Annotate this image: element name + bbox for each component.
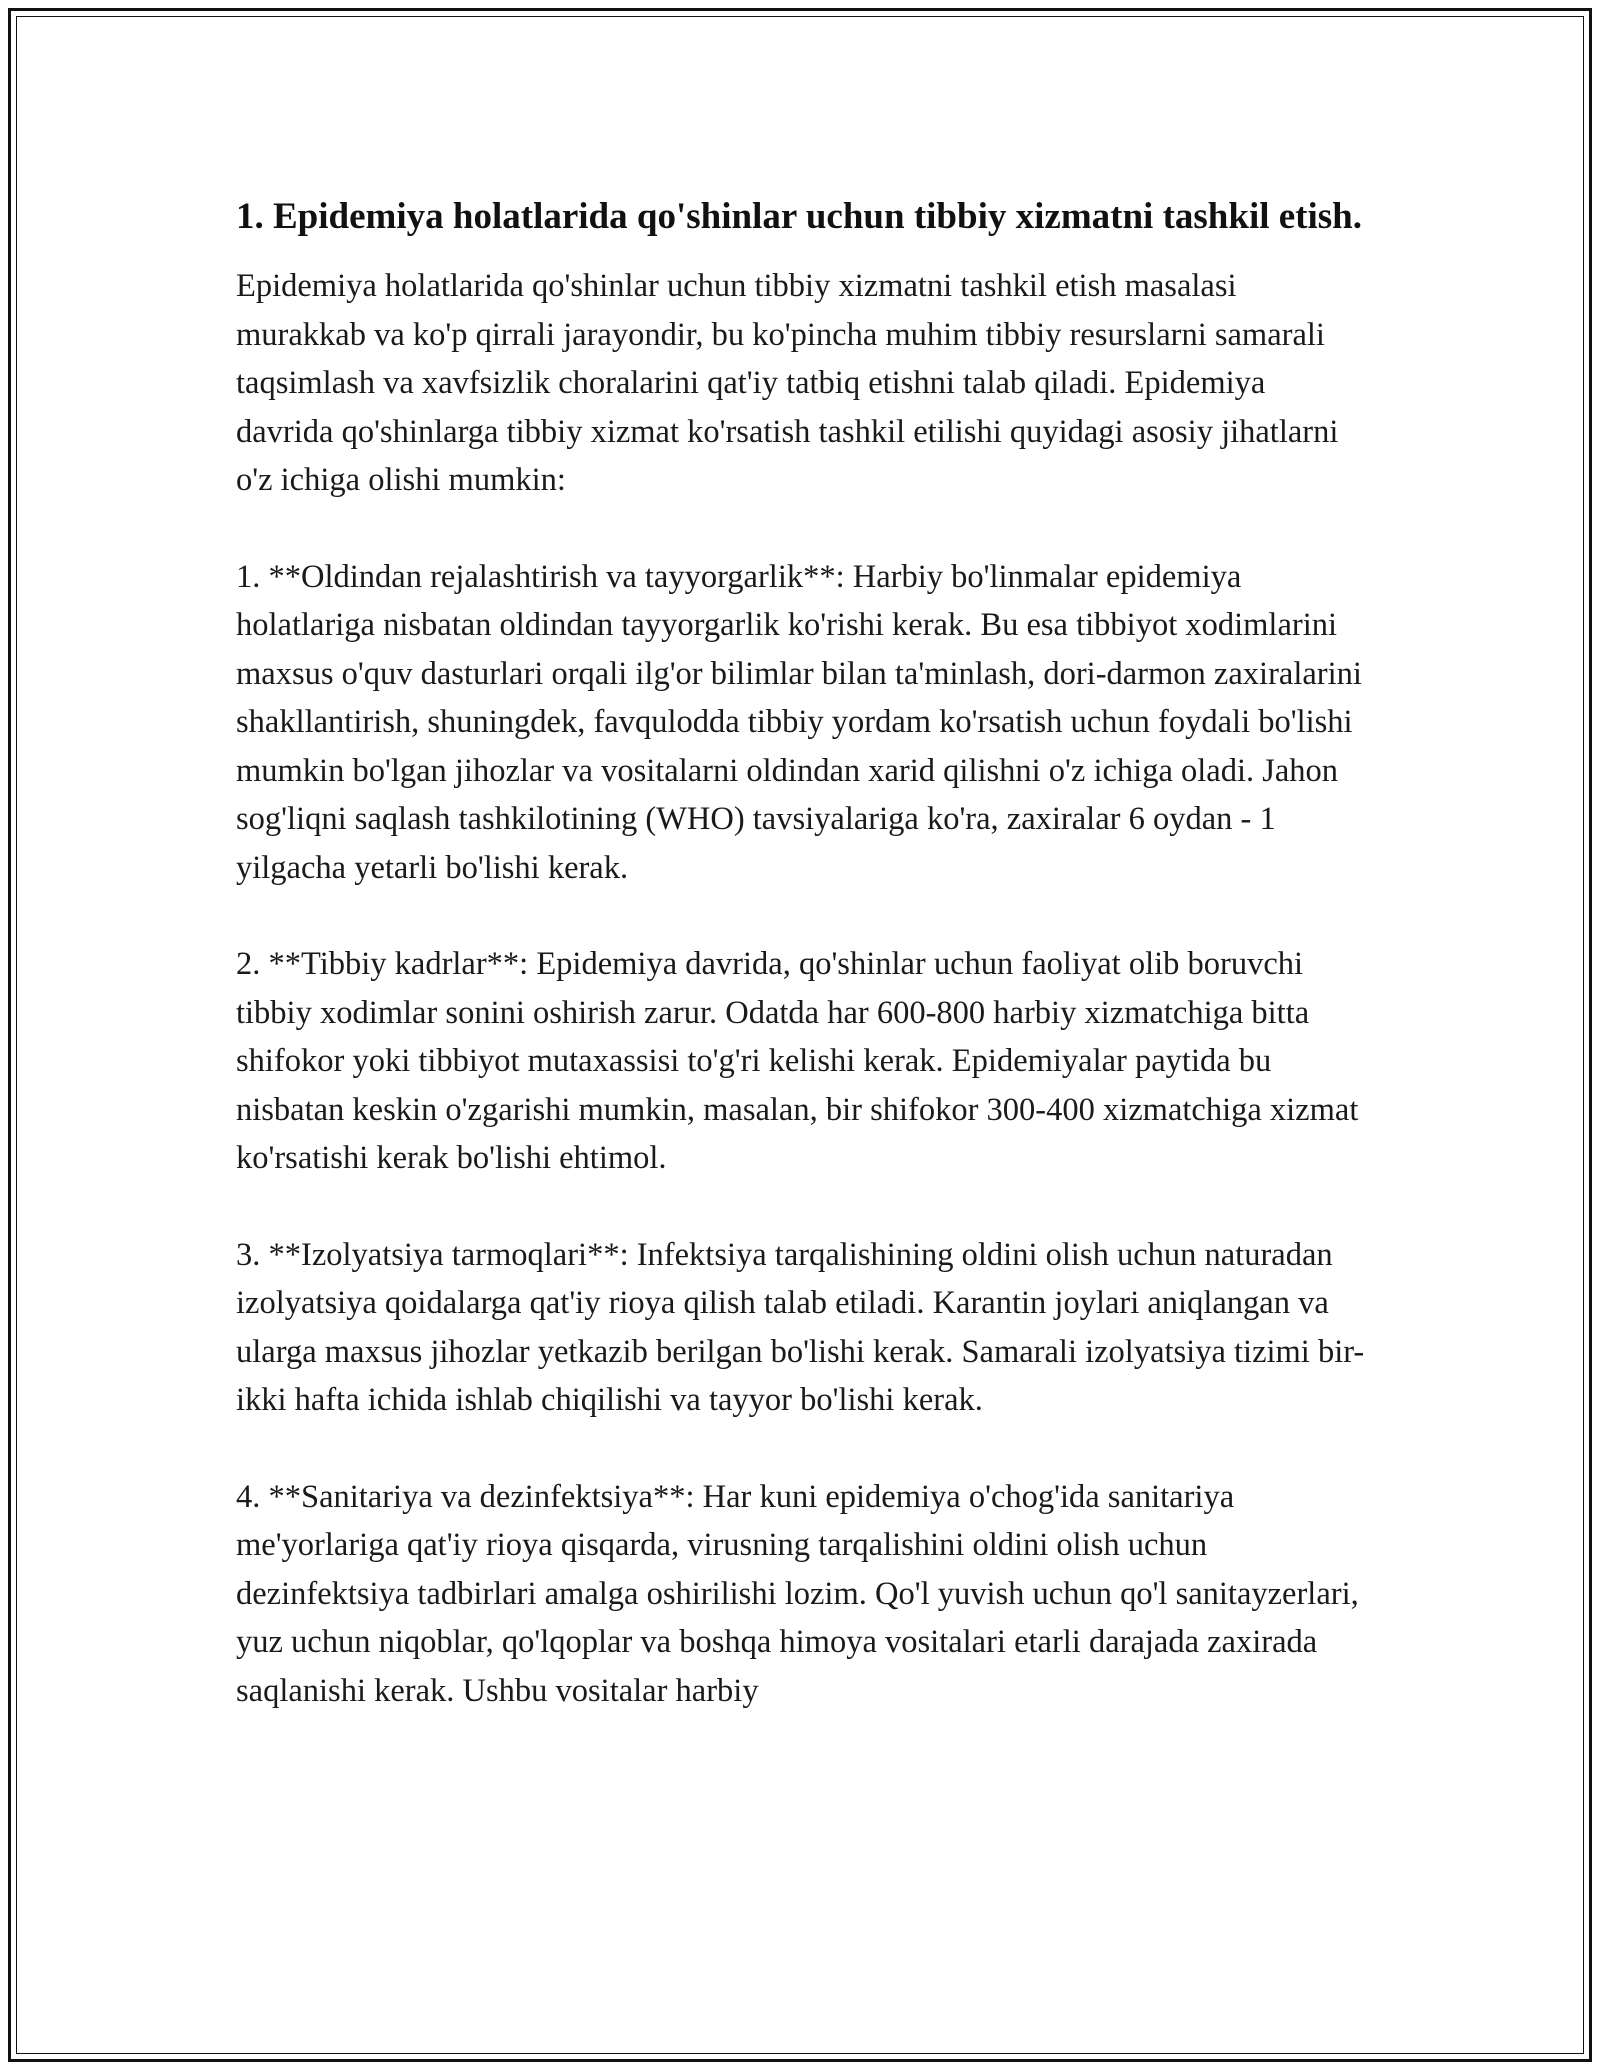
paragraph-isolation: 3. **Izolyatsiya tarmoqlari**: Infektsiya tarqalishining oldini olish uchun naturadan izolyatsiya qoidalarga qat'iy rioya qilish talab etiladi. Karantin joylari aniqlangan va ularga maxsus jihozlar yetkazib berilgan bo'lishi kerak. Samarali izolyatsiya tizimi bir-ikki hafta ichida ishlab chiqilishi va tayyor bo'lishi kerak. bbox=[236, 1236, 1365, 1418]
document-body bbox=[236, 190, 1366, 1763]
intro-paragraph: Epidemiya holatlarida qo'shinlar uchun tibbiy xizmatni tashkil etish masalasi murakkab va ko'p qirrali jarayondir, bu ko'pincha muhim tibbiy resurslarni samarali taqsimlash va xavfsizlik choralarini qat'iy tatbiq etishni talab qiladi. Epidemiya davrida qo'shinlarga tibbiy xizmat ko'rsatish tashkil etilishi quyidagi asosiy jihatlarni o'z ichiga olishi mumkin: bbox=[236, 268, 1339, 498]
section-heading: 1. Epidemiya holatlarida qo'shinlar uchun tibbiy xizmatni tashkil etish. bbox=[236, 196, 1363, 237]
paragraph-sanitation: 4. **Sanitariya va dezinfektsiya**: Har kuni epidemiya o'chog'ida sanitariya me'yorlariga qat'iy rioya qisqarda, virusning tarqalishini oldini olish uchun dezinfektsiya tadbirlari amalga oshirilishi lozim. Qo'l yuvish uchun qo'l sanitayzerlari, yuz uchun niqoblar, qo'lqoplar va boshqa himoya vositalari etarli darajada zaxirada saqlanishi kerak. Ushbu vositalar harbiy bbox=[236, 1478, 1359, 1709]
paragraph-medical-staff: 2. **Tibbiy kadrlar**: Epidemiya davrida, qo'shinlar uchun faoliyat olib boruvchi tibbiy xodimlar sonini oshirish zarur. Odatda har 600-800 harbiy xizmatchiga bitta shifokor yoki tibbiyot mutaxassisi to'g'ri kelishi kerak. Epidemiyalar paytida bu nisbatan keskin o'zgarishi mumkin, masalan, bir shifokor 300-400 xizmatchiga xizmat ko'rsatishi kerak bo'lishi ehtimol. bbox=[236, 946, 1359, 1176]
paragraph-planning: 1. **Oldindan rejalashtirish va tayyorgarlik**: Harbiy bo'linmalar epidemiya holatlariga nisbatan oldindan tayyorgarlik ko'rishi kerak. Bu esa tibbiyot xodimlarini maxsus o'quv dasturlari orqali ilg'or bilimlar bilan ta'minlash, dori-darmon zaxiralarini shakllantirish, shuningdek, favqulodda tibbiy yordam ko'rsatish uchun foydali bo'lishi mumkin bo'lgan jihozlar va vositalarni oldindan xarid qilishni o'z ichiga oladi. Jahon sog'liqni saqlash tashkilotining (WHO) tavsiyalariga ko'ra, zaxiralar 6 oydan - 1 yilgacha yetarli bo'lishi kerak. bbox=[236, 558, 1362, 886]
